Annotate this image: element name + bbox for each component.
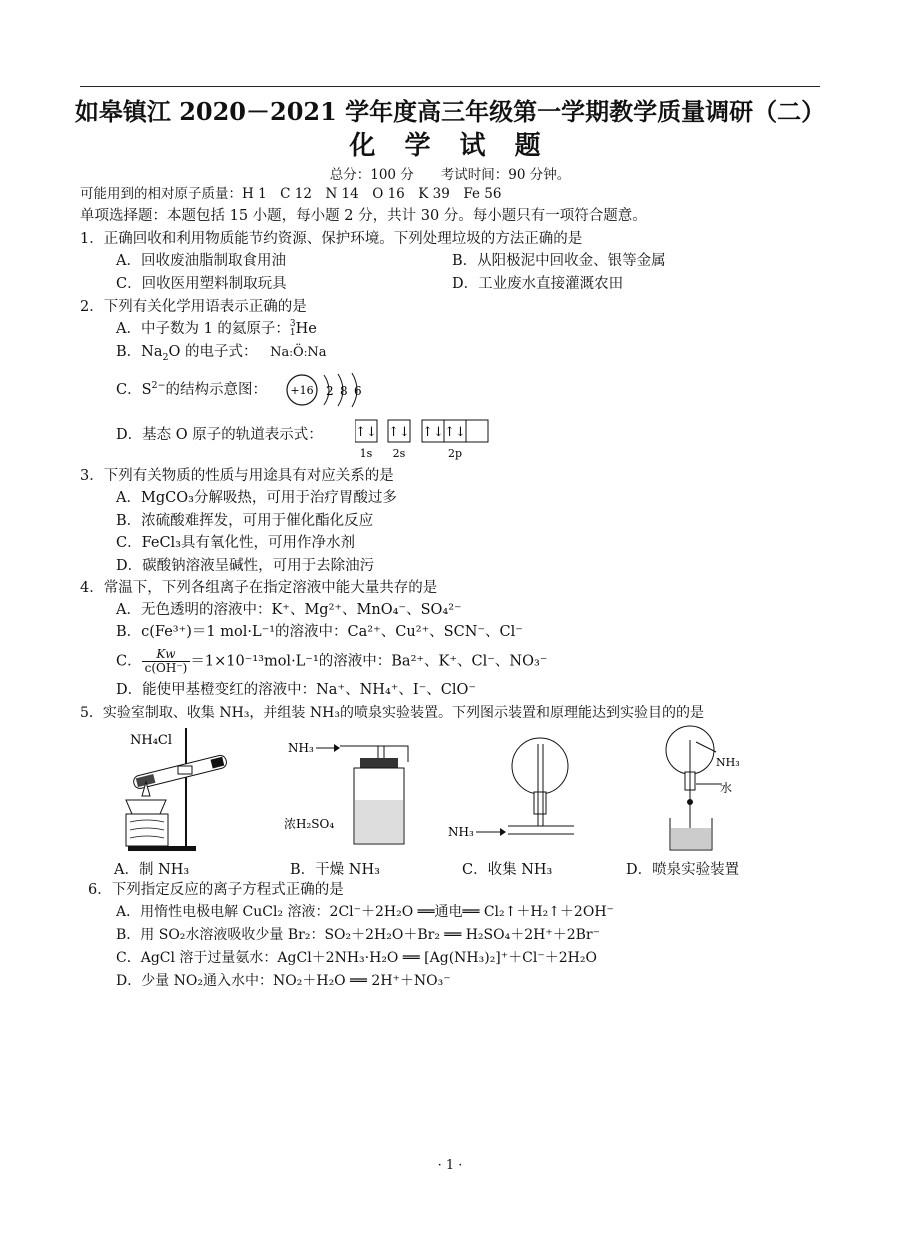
shell-electrons-2: 8	[340, 384, 348, 398]
beaker-water	[671, 828, 711, 849]
h2so4-liquid	[355, 800, 403, 843]
subject-title: 化 学 试 题	[349, 131, 551, 161]
q1-option-b: B．从阳极泥中回收金、银等金属	[452, 253, 666, 269]
q4-option-b: B．c(Fe³⁺)＝1 mol·L⁻¹的溶液中：Ca²⁺、Cu²⁺、SCN⁻、Cl⁻	[116, 624, 523, 640]
q2-option-d: D．基态 O 原子的轨道表示式：	[116, 427, 323, 443]
q3-option-d: D．碳酸钠溶液呈碱性，可用于去除油污	[116, 558, 375, 574]
orbital-box-2p-3	[466, 420, 488, 442]
q2-b-sub: 2	[162, 351, 169, 363]
label-2s: 2s	[392, 447, 406, 460]
q4-option-c	[116, 648, 547, 675]
iron-stand-base	[128, 846, 196, 851]
caption-a: A．制 NH₃	[114, 862, 190, 878]
q1-option-c: C．回收医用塑料制取玩具	[116, 276, 287, 292]
q6-stem: 6．下列指定反应的离子方程式正确的是	[88, 882, 344, 898]
q6-option-d: D．少量 NO₂通入水中：NO₂＋H₂O ══ 2H⁺＋NO₃⁻	[116, 973, 451, 989]
label-1s: 1s	[359, 447, 373, 460]
q1-stem: 1．正确回收和利用物质能节约资源、保护环境。下列处理垃圾的方法正确的是	[80, 231, 583, 247]
q6-option-a: A．用惰性电极电解 CuCl₂ 溶液：2Cl⁻＋2H₂O ══通电══ Cl₂↑＋H₂↑＋2OH⁻	[116, 904, 614, 920]
collect-arrowhead	[500, 828, 506, 836]
apparatus-d-fountain	[660, 722, 770, 854]
arrows-1s: ↑↓	[355, 425, 377, 440]
bottle-stopper	[360, 758, 398, 768]
q2-option-c	[116, 380, 267, 400]
sulfide-structure-diagram	[284, 370, 374, 410]
q2-stem: 2．下列有关化学用语表示正确的是	[80, 299, 307, 315]
arrows-2s: ↑↓	[388, 425, 410, 440]
label-nh4cl: NH₄Cl	[130, 733, 173, 748]
label-water: 水	[720, 781, 733, 795]
label-nh3-fountain: NH₃	[716, 756, 740, 769]
arrows-2p-2: ↑↓	[444, 425, 466, 440]
q6-option-b: B．用 SO₂水溶液吸收少量 Br₂：SO₂＋2H₂O＋Br₂ ══ H₂SO₄＋2H⁺＋2Br⁻	[116, 927, 600, 943]
q3-option-b: B．浓硫酸难挥发，可用于催化酯化反应	[116, 513, 374, 529]
q2-option-b	[116, 342, 327, 363]
q4-option-d: D．能使甲基橙变红的溶液中：Na⁺、NH₄⁺、I⁻、ClO⁻	[116, 682, 477, 698]
q2-b-oxygen: Ö	[293, 345, 304, 360]
flask-neck	[534, 792, 546, 814]
horizontal-tube	[508, 826, 574, 834]
q3-stem: 3．下列有关物质的性质与用途具有对应关系的是	[80, 468, 394, 484]
nucleus-charge: +16	[290, 384, 314, 397]
q1-option-d: D．工业废水直接灌溉农田	[452, 276, 624, 292]
q5-stem: 5．实验室制取、收集 NH₃，并组装 NH₃的喷泉实验装置。下列图示装置和原理能达到实验目的的是	[80, 705, 704, 721]
q2-c-suffix: 的结构示意图：	[165, 382, 268, 398]
q2-b-na-left: Na	[270, 345, 290, 360]
oxygen-orbital-diagram	[355, 418, 495, 460]
arrows-2p-1: ↑↓	[422, 425, 444, 440]
q1-option-a: A．回收废油脂制取食用油	[116, 253, 286, 269]
apparatus-a-heating-nh4cl	[108, 724, 238, 856]
q2-b-electron-formula: Na:Ö:Na	[270, 345, 327, 360]
q4-c-label: C．	[116, 653, 142, 670]
caption-c: C．收集 NH₃	[462, 862, 553, 878]
label-nh3-collect: NH₃	[448, 825, 474, 839]
q4-c-rest: ＝1×10⁻¹³mol·L⁻¹的溶液中：Ba²⁺、K⁺、Cl⁻、NO₃⁻	[190, 653, 548, 670]
label-nh3-inlet: NH₃	[288, 741, 314, 755]
alcohol-lamp-top	[126, 800, 166, 814]
q3-option-a: A．MgCO₃分解吸热，可用于治疗胃酸过多	[116, 490, 397, 506]
exam-title: 如皋镇江 2020－2021 学年度高三年级第一学期教学质量调研（二）	[74, 97, 826, 126]
q2-a-z: 1	[289, 328, 296, 338]
wood-block	[126, 814, 168, 846]
q2-a-mass: 3	[289, 319, 296, 329]
atomic-masses: 可能用到的相对原子质量：H 1 C 12 N 14 O 16 K 39 Fe 56	[80, 186, 502, 202]
q4-c-denominator: c(OH⁻)	[144, 661, 188, 675]
q4-stem: 4．常温下，下列各组离子在指定溶液中能大量共存的是	[80, 580, 438, 596]
exam-meta: 总分：100 分 考试时间：90 分钟。	[329, 167, 571, 183]
inlet-arrowhead	[334, 744, 340, 752]
shell-electrons-3: 6	[354, 384, 362, 398]
caption-b: B．干燥 NH₃	[290, 862, 380, 878]
section-intro: 单项选择题：本题包括 15 小题，每小题 2 分，共计 30 分。每小题只有一项符合题意。	[80, 208, 647, 224]
q4-c-fraction	[142, 648, 191, 675]
q4-c-numerator: Kw	[142, 648, 191, 662]
round-flask	[512, 738, 568, 794]
q3-option-c: C．FeCl₃具有氧化性，可用作净水剂	[116, 535, 355, 551]
caption-d: D．喷泉实验装置	[626, 862, 740, 878]
q4-option-a: A．无色透明的溶液中：K⁺、Mg²⁺、MnO₄⁻、SO₄²⁻	[116, 602, 462, 618]
header-rule	[80, 86, 820, 87]
clamp	[178, 766, 192, 774]
q2-b-na-right: Na	[307, 345, 327, 360]
label-h2so4: 浓H₂SO₄	[284, 817, 335, 831]
clamp-dot	[687, 799, 693, 805]
q2-option-a	[116, 319, 317, 339]
q2-a-symbol: He	[295, 321, 317, 337]
q2-c-prefix: C．S	[116, 382, 152, 398]
apparatus-b-drying-bottle	[282, 732, 422, 854]
q2-b-suffix: O 的电子式：	[168, 344, 258, 360]
q2-b-prefix: B．Na	[116, 344, 163, 360]
q2-c-sup: 2−	[151, 380, 166, 392]
q2-a-prefix: A．中子数为 1 的氦原子：	[116, 321, 290, 337]
q6-option-c: C．AgCl 溶于过量氨水：AgCl＋2NH₃·H₂O ══ [Ag(NH₃)₂]⁺＋Cl⁻＋2H₂O	[116, 950, 597, 966]
page-number: · 1 ·	[437, 1158, 463, 1173]
label-2p: 2p	[447, 447, 463, 460]
apparatus-c-collection-flask	[448, 734, 578, 846]
shell-electrons-1: 2	[326, 384, 334, 398]
